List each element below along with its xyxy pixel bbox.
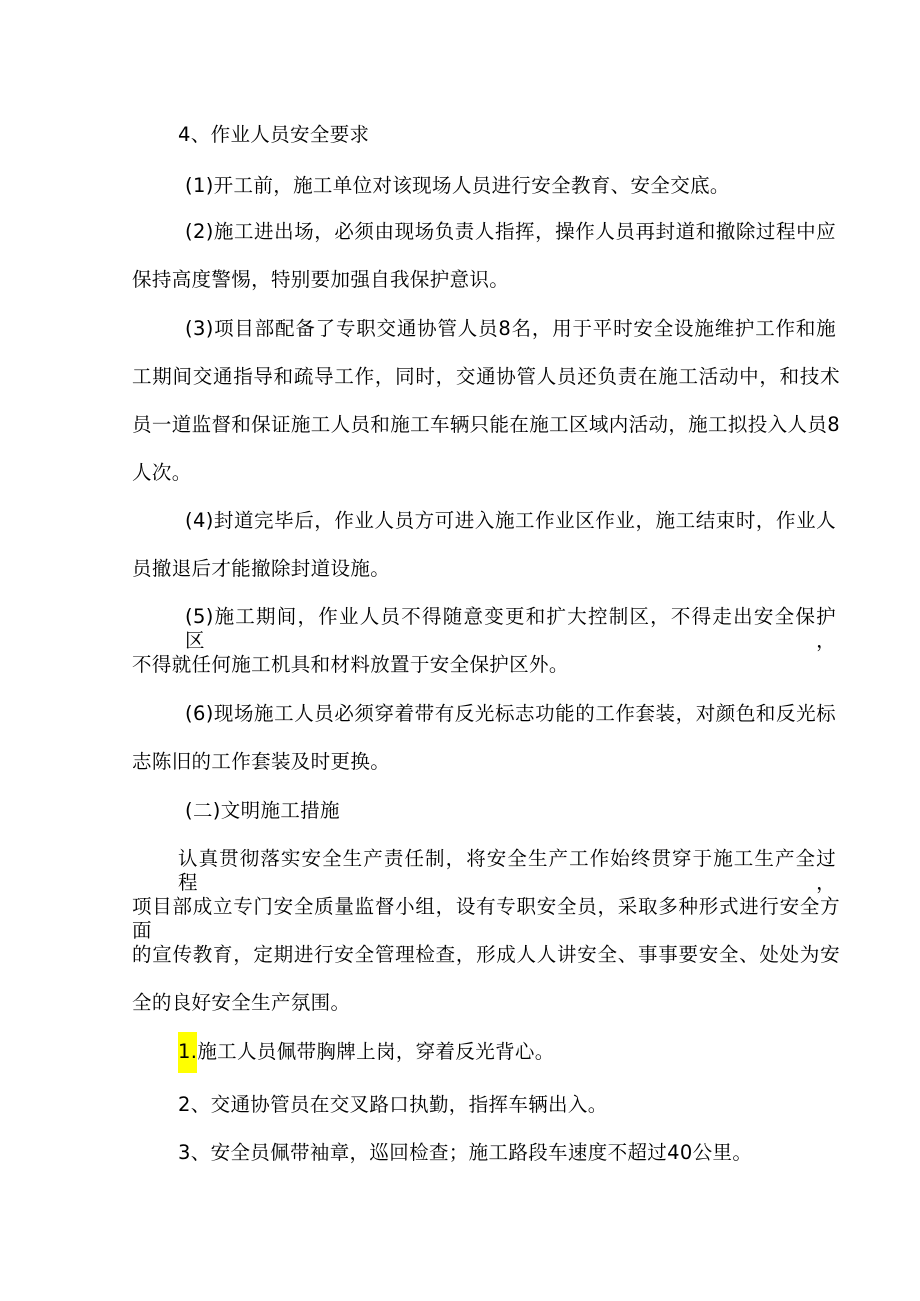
paragraph-line: 志陈旧的工作套装及时更换。 <box>132 750 391 773</box>
paragraph-line: 员撤退后才能撤除封道设施。 <box>132 557 391 580</box>
paragraph-line: 工期间交通指导和疏导工作，同时，交通协管人员还负责在施工活动中，和技术 <box>132 365 840 388</box>
paragraph-line: 项目部成立专门安全质量监督小组，设有专职安全员，采取多种形式进行安全方面 <box>132 895 840 942</box>
paragraph-line: 员一道监督和保证施工人员和施工车辆只能在施工区域内活动，施工拟投入人员8 <box>132 413 840 436</box>
paragraph-line: 的宣传教育，定期进行安全管理检查，形成人人讲安全、事事要安全、处处为安 <box>132 943 840 966</box>
paragraph-line: (1)开工前，施工单位对该现场人员进行安全教育、安全交底。 <box>185 174 730 197</box>
paragraph-line: 保持高度警惕，特别要加强自我保护意识。 <box>132 268 510 291</box>
paragraph-line: (3)项目部配备了专职交通协管人员8名，用于平时安全设施维护工作和施 <box>185 317 836 340</box>
paragraph-line: 不得就任何施工机具和材料放置于安全保护区外。 <box>132 653 569 676</box>
list-item-1 <box>178 1040 555 1064</box>
paragraph-line: 人次。 <box>132 461 192 484</box>
paragraph-line: (5)施工期间，作业人员不得随意变更和扩大控制区，不得走出安全保护区， <box>185 605 836 652</box>
highlighted-number: 1. <box>178 1032 197 1073</box>
list-item-3: 3、安全员佩带袖章，巡回检查；施工路段车速度不超过40公里。 <box>178 1141 753 1164</box>
section-heading-2: (二)文明施工措施 <box>185 799 340 822</box>
paragraph-line: (4)封道完毕后，作业人员方可进入施工作业区作业，施工结束时，作业人 <box>185 509 836 532</box>
paragraph-line: (6)现场施工人员必须穿着带有反光标志功能的工作套装，对颜色和反光标 <box>185 702 836 725</box>
paragraph-line: 全的良好安全生产氛围。 <box>132 991 351 1014</box>
list-item-2: 2、交通协管员在交叉路口执勤，指挥车辆出入。 <box>178 1093 608 1116</box>
section-heading-4: 4、作业人员安全要求 <box>178 123 370 146</box>
paragraph-line: 认真贯彻落实安全生产责任制，将安全生产工作始终贯穿于施工生产全过程， <box>178 847 836 894</box>
list-item-text: 施工人员佩带胸牌上岗，穿着反光背心。 <box>197 1040 555 1063</box>
paragraph-line: (2)施工进出场，必须由现场负责人指挥，操作人员再封道和撤除过程中应 <box>185 220 836 243</box>
